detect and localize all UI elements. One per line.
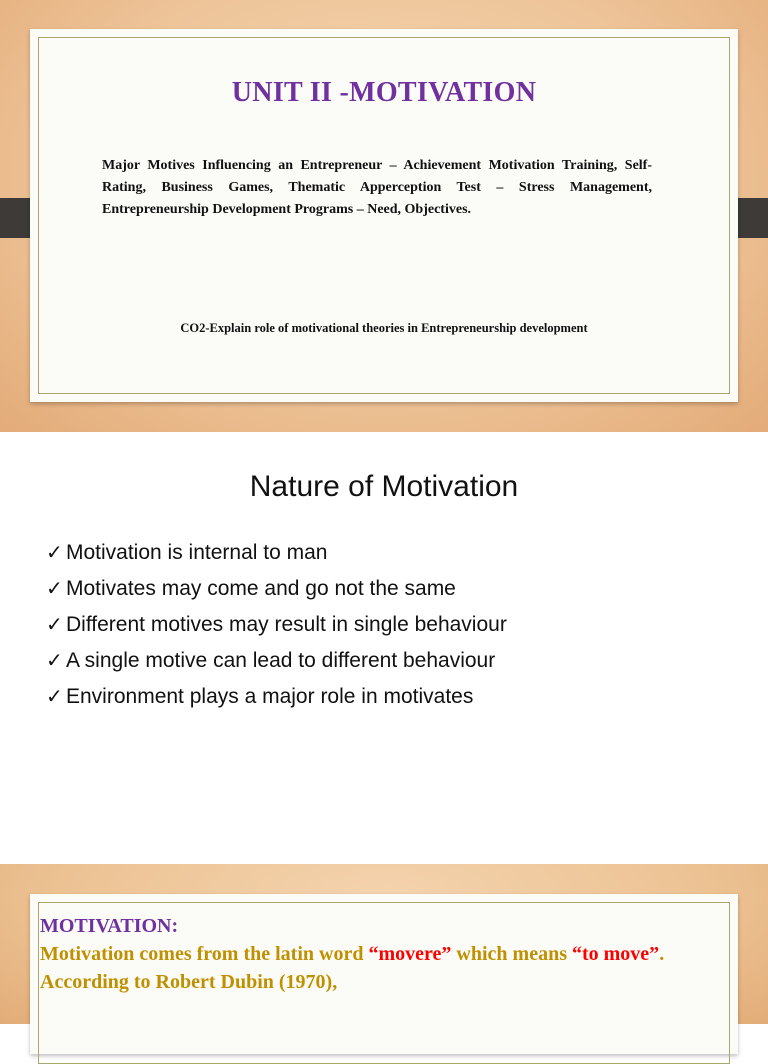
meaning-text: “to move” [571,943,660,965]
slide-3-card [30,894,738,1054]
slide-3-heading: MOTIVATION: [40,915,179,937]
latin-word: “movere” [368,943,452,965]
citation-line: According to Robert Dubin (1970), [40,971,338,993]
checkmark-icon: ✓ [46,614,63,636]
list-item [46,682,507,718]
list-item [46,646,507,682]
bullet-text: A single motive can lead to different behaviour [66,649,496,672]
slide-3-text [40,912,690,996]
bullet-text: Different motives may result in single behaviour [66,613,507,636]
list-item [46,610,507,646]
slide-2-title: Nature of Motivation [249,470,519,503]
slide-1-card [30,29,738,402]
checkmark-icon: ✓ [46,542,63,564]
list-item [46,538,507,574]
slide-1-paragraph: Major Motives Influencing an Entrepreneur – Achievement Motivation Training, Self-Rating, Business Games, Thematic Apperception Test – Stress Management, Entrepreneurship Development Programs – Need, Objectives. [102,158,652,217]
list-item [46,574,507,610]
checkmark-icon: ✓ [46,686,63,708]
slide-2 [0,432,768,864]
bullet-text: Motivates may come and go not the same [66,577,456,600]
bullet-text: Environment plays a major role in motivates [66,685,474,708]
definition-line [40,940,690,968]
bullet-text: Motivation is internal to man [66,541,328,564]
course-outcome: CO2-Explain role of motivational theories in Entrepreneurship development [180,321,588,335]
slide-1-title: UNIT II -MOTIVATION [231,77,537,108]
slide-3 [0,864,768,1024]
slide-1 [0,0,768,432]
bullet-list [46,538,507,718]
definition-middle: which means [451,943,572,965]
checkmark-icon: ✓ [46,650,63,672]
checkmark-icon: ✓ [46,578,63,600]
definition-prefix: Motivation comes from the latin word [40,943,369,965]
definition-end: . [659,943,665,965]
